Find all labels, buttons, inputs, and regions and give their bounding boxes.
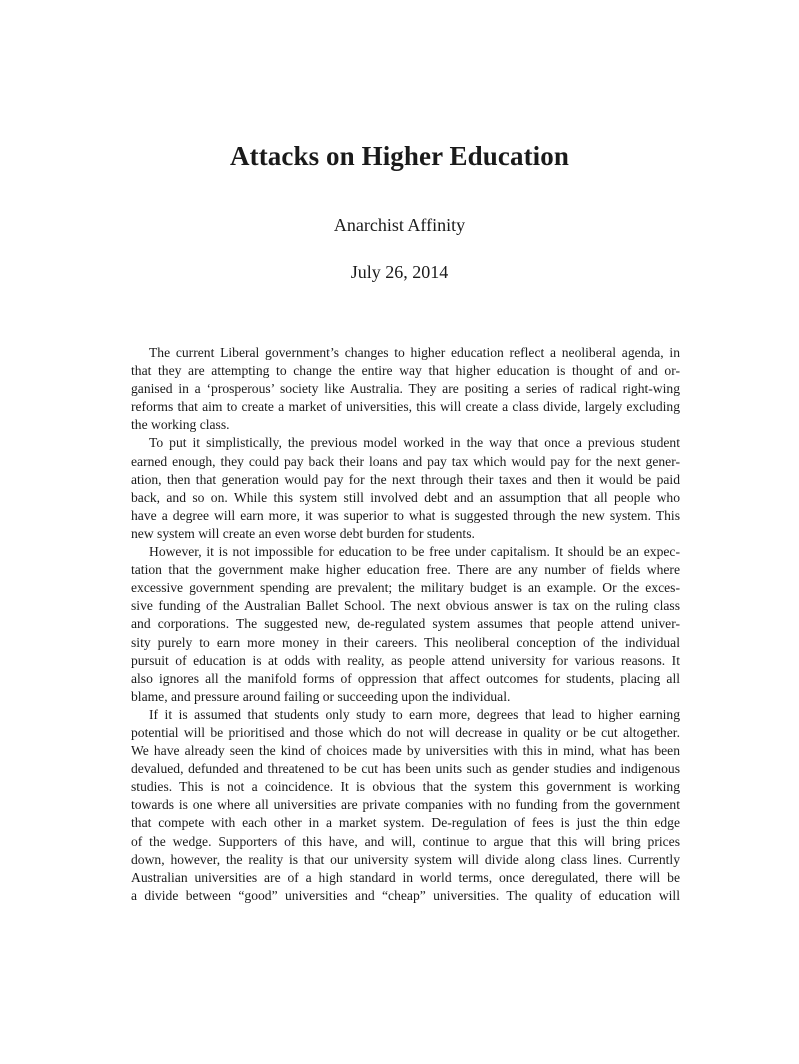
text-line: ganised in a ‘prosperous’ society like Australia. They are positing a series of radical right-wing xyxy=(131,381,680,397)
text-line: potential will be prioritised and those which do not will decrease in quality or be cut altogether. xyxy=(131,724,680,740)
text-line: sive funding of the Australian Ballet School. The next obvious answer is tax on the ruling class xyxy=(131,598,680,614)
paragraph-2 xyxy=(131,434,680,543)
text-line: reforms that aim to create a market of universities, this will create a class divide, largely excluding xyxy=(131,399,680,415)
text-line: new system will create an even worse debt burden for students. xyxy=(131,525,475,541)
text-line: We have already seen the kind of choices made by universities with this in mind, what has been xyxy=(131,743,680,759)
text-line: However, it is not impossible for education to be free under capitalism. It should be an expec- xyxy=(149,544,680,560)
text-line: that compete with each other in a market system. De-regulation of fees is just the thin edge xyxy=(131,815,680,831)
paragraph-3 xyxy=(131,543,680,706)
paragraph-4 xyxy=(131,706,680,905)
text-line: devalued, defunded and threatened to be cut has been units such as gender studies and indigenous xyxy=(131,761,680,777)
text-line: excessive government spending are prevalent; the military budget is an example. Or the exces- xyxy=(131,580,680,596)
document-author: Anarchist Affinity xyxy=(333,215,466,235)
text-line: that they are attempting to change the entire way that higher education is thought of and or- xyxy=(131,363,680,379)
text-line: studies. This is not a coincidence. It is obvious that the system this government is working xyxy=(131,779,680,795)
text-line: of the wedge. Supporters of this have, and will, continue to argue that this will bring prices xyxy=(131,833,680,849)
text-line: ation, then that generation would pay for the next through their taxes and then it would be paid xyxy=(131,471,680,487)
text-line: If it is assumed that students only study to earn more, degrees that lead to higher earning xyxy=(149,706,680,722)
text-line: Australian universities are of a high standard in world terms, once deregulated, there will be xyxy=(131,869,680,885)
paragraph-1 xyxy=(131,344,680,434)
text-line: towards is one where all universities are private companies with no funding from the government xyxy=(131,797,680,813)
text-line: a divide between “good” universities and “cheap” universities. The quality of education will xyxy=(131,887,680,903)
text-line: tation that the government make higher education free. There are any number of fields where xyxy=(131,562,680,578)
text-line: earned enough, they could pay back their loans and pay tax which would pay for the next gener- xyxy=(131,453,680,469)
document-body xyxy=(131,344,680,905)
text-line: also ignores all the manifold forms of oppression that affect outcomes for students, placing all xyxy=(131,670,680,686)
text-line: and corporations. The suggested new, de-regulated system assumes that people attend univer- xyxy=(131,616,680,632)
document-date: July 26, 2014 xyxy=(350,262,449,282)
text-line: the working class. xyxy=(131,417,230,433)
document-title: Attacks on Higher Education xyxy=(230,141,569,171)
text-line: pursuit of education is at odds with reality, as people attend university for various reasons. It xyxy=(131,652,680,668)
text-line: sity purely to earn more money in their careers. This neoliberal conception of the individual xyxy=(131,634,680,650)
text-line: blame, and pressure around failing or succeeding upon the individual. xyxy=(131,688,511,704)
text-line: have a degree will earn more, it was superior to what is suggested through the new system. This xyxy=(131,507,680,523)
text-line: The current Liberal government’s changes to higher education reflect a neoliberal agenda, in xyxy=(149,345,680,360)
text-line: To put it simplistically, the previous model worked in the way that once a previous student xyxy=(149,435,680,451)
text-line: back, and so on. While this system still involved debt and an assumption that all people who xyxy=(131,489,680,505)
text-line: down, however, the reality is that our university system will divide along class lines. Currently xyxy=(131,851,680,867)
